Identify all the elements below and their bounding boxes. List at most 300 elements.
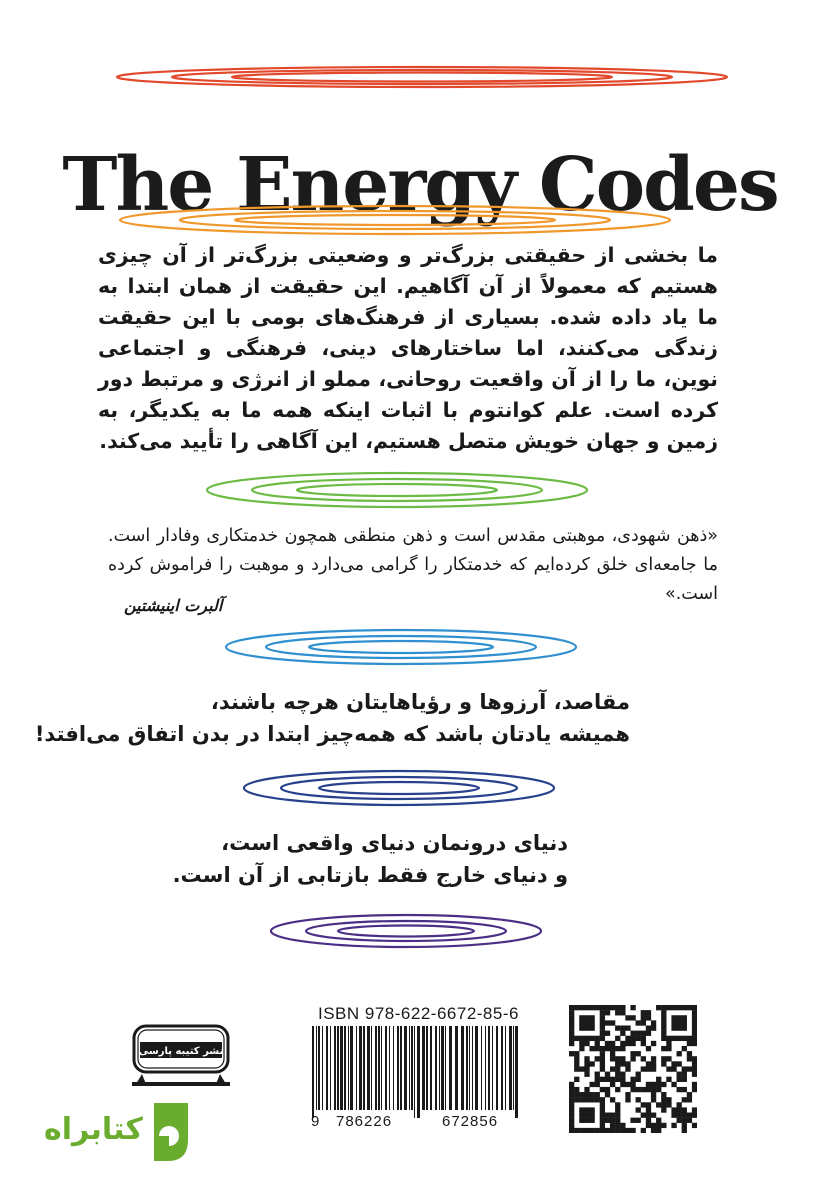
qr-module	[692, 1010, 697, 1015]
qr-module	[687, 1036, 692, 1041]
qr-module	[666, 1005, 671, 1010]
qr-module	[682, 1077, 687, 1082]
qr-module	[630, 1031, 635, 1036]
qr-module	[589, 1005, 594, 1010]
qr-module	[682, 1128, 687, 1133]
qr-module	[641, 1128, 646, 1133]
barcode-bar	[337, 1026, 339, 1110]
slogan-1-line-1: مقاصد، آرزوها و رؤیاهایتان هرچه باشند،	[210, 690, 630, 714]
qr-module	[584, 1020, 589, 1025]
qr-module	[579, 1066, 584, 1071]
qr-module	[584, 1092, 589, 1097]
qr-module	[636, 1097, 641, 1102]
qr-module	[615, 1025, 620, 1030]
qr-module	[600, 1020, 605, 1025]
qr-module	[620, 1077, 625, 1082]
qr-module	[579, 1020, 584, 1025]
qr-module	[579, 1025, 584, 1030]
qr-module	[641, 1041, 646, 1046]
qr-module	[600, 1077, 605, 1082]
qr-module	[600, 1087, 605, 1092]
qr-module	[661, 1025, 666, 1030]
barcode-digits-right: 672856	[442, 1113, 499, 1130]
qr-module	[600, 1056, 605, 1061]
qr-module	[646, 1061, 651, 1066]
qr-module	[584, 1097, 589, 1102]
qr-module	[605, 1087, 610, 1092]
qr-module	[671, 1107, 676, 1112]
qr-module	[610, 1128, 615, 1133]
qr-module	[584, 1072, 589, 1077]
barcode-bar	[322, 1026, 323, 1110]
qr-module	[574, 1077, 579, 1082]
publisher-logo-icon	[128, 1022, 234, 1088]
qr-module	[646, 1066, 651, 1071]
qr-module	[615, 1113, 620, 1118]
qr-module	[620, 1005, 625, 1010]
barcode-bar	[381, 1026, 382, 1110]
qr-module	[615, 1077, 620, 1082]
qr-module	[671, 1113, 676, 1118]
qr-module	[605, 1072, 610, 1077]
qr-module	[625, 1025, 630, 1030]
qr-module	[630, 1118, 635, 1123]
qr-module	[620, 1010, 625, 1015]
qr-module	[636, 1087, 641, 1092]
qr-module	[600, 1123, 605, 1128]
barcode-digit-first: 9	[311, 1113, 320, 1130]
qr-module	[677, 1005, 682, 1010]
qr-module	[620, 1123, 625, 1128]
qr-module	[589, 1107, 594, 1112]
qr-module	[589, 1020, 594, 1025]
qr-module	[615, 1128, 620, 1133]
qr-module	[579, 1092, 584, 1097]
qr-module	[666, 1102, 671, 1107]
qr-module	[600, 1051, 605, 1056]
qr-module	[615, 1036, 620, 1041]
qr-module	[636, 1118, 641, 1123]
qr-module	[630, 1128, 635, 1133]
qr-module	[677, 1051, 682, 1056]
qr-module	[595, 1092, 600, 1097]
qr-module	[651, 1061, 656, 1066]
qr-module	[605, 1077, 610, 1082]
barcode-bar	[334, 1026, 336, 1110]
qr-module	[677, 1102, 682, 1107]
qr-module	[610, 1113, 615, 1118]
qr-module	[630, 1005, 635, 1010]
barcode-bar	[393, 1026, 394, 1110]
barcode-bar	[330, 1026, 331, 1110]
barcode-bar	[400, 1026, 402, 1110]
qr-module	[579, 1107, 584, 1112]
qr-module	[661, 1097, 666, 1102]
qr-module	[610, 1066, 615, 1071]
qr-module	[666, 1077, 671, 1082]
qr-module	[600, 1061, 605, 1066]
qr-module	[620, 1082, 625, 1087]
qr-module	[605, 1046, 610, 1051]
qr-module	[682, 1087, 687, 1092]
barcode-bar	[513, 1026, 514, 1110]
qr-module	[574, 1097, 579, 1102]
qr-module	[687, 1005, 692, 1010]
qr-module	[625, 1082, 630, 1087]
qr-module	[646, 1107, 651, 1112]
qr-module	[646, 1087, 651, 1092]
qr-module	[687, 1092, 692, 1097]
qr-module	[625, 1036, 630, 1041]
barcode-bar	[344, 1026, 346, 1110]
barcode-bar	[426, 1026, 428, 1110]
qr-module	[584, 1087, 589, 1092]
barcode-bar	[409, 1026, 410, 1110]
qr-module	[600, 1031, 605, 1036]
qr-module	[584, 1107, 589, 1112]
barcode-bar	[414, 1026, 415, 1118]
qr-module	[625, 1015, 630, 1020]
qr-module	[636, 1077, 641, 1082]
qr-module	[574, 1087, 579, 1092]
qr-module	[671, 1036, 676, 1041]
qr-module	[641, 1015, 646, 1020]
blue-ring	[0, 617, 840, 677]
qr-module	[661, 1036, 666, 1041]
qr-module	[641, 1102, 646, 1107]
qr-module	[595, 1041, 600, 1046]
qr-module	[574, 1092, 579, 1097]
qr-module	[646, 1046, 651, 1051]
barcode-bar	[404, 1026, 407, 1110]
barcode-bar	[501, 1026, 503, 1110]
qr-module	[615, 1056, 620, 1061]
qr-module	[579, 1015, 584, 1020]
qr-module	[579, 1005, 584, 1010]
qr-module	[620, 1056, 625, 1061]
qr-module	[682, 1015, 687, 1020]
barcode-bar	[439, 1026, 440, 1110]
qr-module	[615, 1066, 620, 1071]
barcode-bar	[316, 1026, 317, 1110]
qr-module	[666, 1046, 671, 1051]
qr-module	[692, 1056, 697, 1061]
qr-module	[595, 1036, 600, 1041]
qr-module	[610, 1118, 615, 1123]
barcode-bar	[430, 1026, 432, 1110]
qr-module	[589, 1092, 594, 1097]
barcode-bar	[378, 1026, 380, 1110]
barcode-bar	[466, 1026, 468, 1110]
qr-module	[600, 1097, 605, 1102]
qr-module	[677, 1020, 682, 1025]
barcode-bar	[359, 1026, 362, 1110]
qr-module	[651, 1087, 656, 1092]
qr-module	[569, 1128, 574, 1133]
qr-module	[595, 1056, 600, 1061]
qr-module	[600, 1102, 605, 1107]
qr-module	[630, 1077, 635, 1082]
qr-module	[651, 1025, 656, 1030]
slogan-2-line-1: دنیای درونمان دنیای واقعی است،	[221, 831, 568, 855]
barcode-bar	[422, 1026, 425, 1110]
qr-module	[687, 1118, 692, 1123]
qr-module	[661, 1031, 666, 1036]
qr-module	[605, 1031, 610, 1036]
qr-module	[569, 1025, 574, 1030]
qr-module	[625, 1061, 630, 1066]
qr-module	[589, 1046, 594, 1051]
qr-module	[692, 1066, 697, 1071]
qr-module	[641, 1056, 646, 1061]
slogan-1	[35, 686, 630, 750]
barcode-bar	[472, 1026, 473, 1110]
qr-module	[584, 1025, 589, 1030]
qr-module	[610, 1046, 615, 1051]
qr-module	[682, 1113, 687, 1118]
slogan-1-line-2: همیشه یادتان باشد که همه‌چیز ابتدا در بدن اتفاق می‌افتد!	[34, 722, 630, 746]
barcode-bar	[417, 1026, 420, 1118]
barcode-bar	[312, 1026, 314, 1118]
slogan-2	[173, 827, 568, 891]
qr-module	[692, 1072, 697, 1077]
barcode-bar	[485, 1026, 486, 1110]
qr-module	[682, 1107, 687, 1112]
qr-module	[677, 1077, 682, 1082]
qr-module	[661, 1107, 666, 1112]
qr-module	[682, 1072, 687, 1077]
qr-module	[677, 1025, 682, 1030]
qr-module	[682, 1097, 687, 1102]
qr-module	[687, 1051, 692, 1056]
qr-module	[692, 1113, 697, 1118]
barcode-bar	[481, 1026, 482, 1110]
qr-module	[600, 1066, 605, 1071]
qr-module	[615, 1061, 620, 1066]
qr-module	[651, 1113, 656, 1118]
qr-module	[610, 1123, 615, 1128]
qr-module	[651, 1020, 656, 1025]
qr-module	[666, 1056, 671, 1061]
qr-module	[610, 1082, 615, 1087]
dark-blue-ring	[0, 758, 840, 818]
qr-module	[661, 1005, 666, 1010]
qr-module	[574, 1128, 579, 1133]
qr-module	[651, 1128, 656, 1133]
barcode-bar	[385, 1026, 387, 1110]
qr-module	[661, 1020, 666, 1025]
qr-module	[605, 1005, 610, 1010]
qr-module	[656, 1123, 661, 1128]
qr-module	[584, 1061, 589, 1066]
qr-module	[661, 1102, 666, 1107]
qr-module	[574, 1051, 579, 1056]
qr-module	[630, 1087, 635, 1092]
isbn-label: ISBN 978-622-6672-85-6	[318, 1004, 519, 1023]
qr-module	[584, 1015, 589, 1020]
qr-module	[641, 1066, 646, 1071]
qr-module	[641, 1113, 646, 1118]
qr-module	[671, 1066, 676, 1071]
qr-module	[636, 1020, 641, 1025]
qr-module	[615, 1087, 620, 1092]
qr-module	[661, 1046, 666, 1051]
qr-module	[636, 1107, 641, 1112]
qr-module	[574, 1005, 579, 1010]
qr-module	[595, 1128, 600, 1133]
qr-module	[569, 1036, 574, 1041]
qr-module	[589, 1082, 594, 1087]
qr-module	[682, 1046, 687, 1051]
barcode-icon	[310, 1026, 525, 1118]
qr-module	[630, 1082, 635, 1087]
qr-module	[589, 1118, 594, 1123]
qr-module	[625, 1066, 630, 1071]
barcode-bar	[441, 1026, 444, 1110]
qr-module	[589, 1128, 594, 1133]
qr-module	[682, 1123, 687, 1128]
qr-module	[589, 1113, 594, 1118]
barcode-bar	[411, 1026, 413, 1110]
qr-module	[641, 1020, 646, 1025]
qr-module	[569, 1113, 574, 1118]
qr-module	[605, 1113, 610, 1118]
qr-module	[569, 1092, 574, 1097]
qr-module	[630, 1051, 635, 1056]
qr-module	[620, 1031, 625, 1036]
qr-module	[661, 1015, 666, 1020]
qr-module	[682, 1020, 687, 1025]
qr-module	[625, 1092, 630, 1097]
qr-module	[610, 1077, 615, 1082]
qr-module	[589, 1097, 594, 1102]
qr-module	[595, 1077, 600, 1082]
qr-module	[620, 1041, 625, 1046]
barcode-bar	[350, 1026, 353, 1110]
qr-module	[589, 1025, 594, 1030]
qr-module	[579, 1118, 584, 1123]
qr-module	[651, 1097, 656, 1102]
qr-module	[671, 1082, 676, 1087]
barcode-bar	[509, 1026, 512, 1110]
barcode-bar	[461, 1026, 464, 1110]
qr-module	[636, 1036, 641, 1041]
barcode-bar	[363, 1026, 365, 1110]
qr-module	[605, 1010, 610, 1015]
qr-module	[692, 1107, 697, 1112]
qr-module	[692, 1020, 697, 1025]
qr-module	[666, 1036, 671, 1041]
qr-module	[692, 1036, 697, 1041]
qr-module	[677, 1072, 682, 1077]
barcode-bar	[505, 1026, 506, 1110]
qr-module	[656, 1128, 661, 1133]
qr-module	[692, 1031, 697, 1036]
qr-module	[569, 1118, 574, 1123]
barcode-bar	[326, 1026, 328, 1110]
qr-module	[595, 1046, 600, 1051]
qr-module	[584, 1066, 589, 1071]
qr-module	[605, 1128, 610, 1133]
qr-module	[610, 1051, 615, 1056]
qr-module	[574, 1056, 579, 1061]
barcode-bar	[449, 1026, 452, 1110]
barcode-digits-left: 786226	[336, 1113, 393, 1130]
barcode-bar	[356, 1026, 357, 1110]
qr-module	[605, 1041, 610, 1046]
barcode-bar	[375, 1026, 377, 1110]
orange-red-ring	[0, 30, 840, 140]
qr-code-icon	[569, 1005, 697, 1133]
qr-module	[579, 1036, 584, 1041]
qr-module	[677, 1036, 682, 1041]
qr-module	[651, 1123, 656, 1128]
qr-module	[569, 1123, 574, 1128]
qr-module	[584, 1118, 589, 1123]
qr-module	[656, 1005, 661, 1010]
barcode-bar	[367, 1026, 370, 1110]
qr-module	[589, 1015, 594, 1020]
qr-module	[584, 1041, 589, 1046]
qr-module	[641, 1036, 646, 1041]
qr-module	[610, 1056, 615, 1061]
qr-module	[630, 1041, 635, 1046]
qr-module	[651, 1092, 656, 1097]
quote-author: آلبرت اینیشتین	[124, 596, 223, 615]
qr-module	[574, 1036, 579, 1041]
qr-module	[600, 1107, 605, 1112]
qr-module	[646, 1025, 651, 1030]
qr-module	[600, 1046, 605, 1051]
qr-module	[605, 1118, 610, 1123]
qr-module	[600, 1010, 605, 1015]
qr-module	[636, 1072, 641, 1077]
qr-module	[615, 1005, 620, 1010]
qr-module	[579, 1046, 584, 1051]
qr-module	[656, 1077, 661, 1082]
qr-module	[569, 1051, 574, 1056]
qr-module	[671, 1020, 676, 1025]
qr-module	[600, 1015, 605, 1020]
qr-module	[661, 1056, 666, 1061]
qr-module	[646, 1010, 651, 1015]
qr-module	[615, 1107, 620, 1112]
qr-module	[682, 1036, 687, 1041]
purple-ring	[0, 901, 840, 961]
qr-module	[661, 1123, 666, 1128]
qr-module	[600, 1025, 605, 1030]
qr-module	[646, 1118, 651, 1123]
qr-module	[661, 1010, 666, 1015]
qr-module	[620, 1072, 625, 1077]
qr-module	[569, 1020, 574, 1025]
qr-module	[569, 1107, 574, 1112]
qr-module	[569, 1041, 574, 1046]
barcode-bar	[371, 1026, 372, 1110]
qr-module	[656, 1082, 661, 1087]
qr-module	[692, 1025, 697, 1030]
qr-module	[615, 1010, 620, 1015]
qr-module	[692, 1123, 697, 1128]
qr-module	[610, 1097, 615, 1102]
barcode-bar	[445, 1026, 446, 1110]
publisher-name: نشر کتیبه پارسی	[138, 1046, 224, 1057]
qr-module	[630, 1056, 635, 1061]
qr-module	[584, 1128, 589, 1133]
qr-module	[569, 1031, 574, 1036]
qr-module	[671, 1061, 676, 1066]
qr-module	[589, 1061, 594, 1066]
